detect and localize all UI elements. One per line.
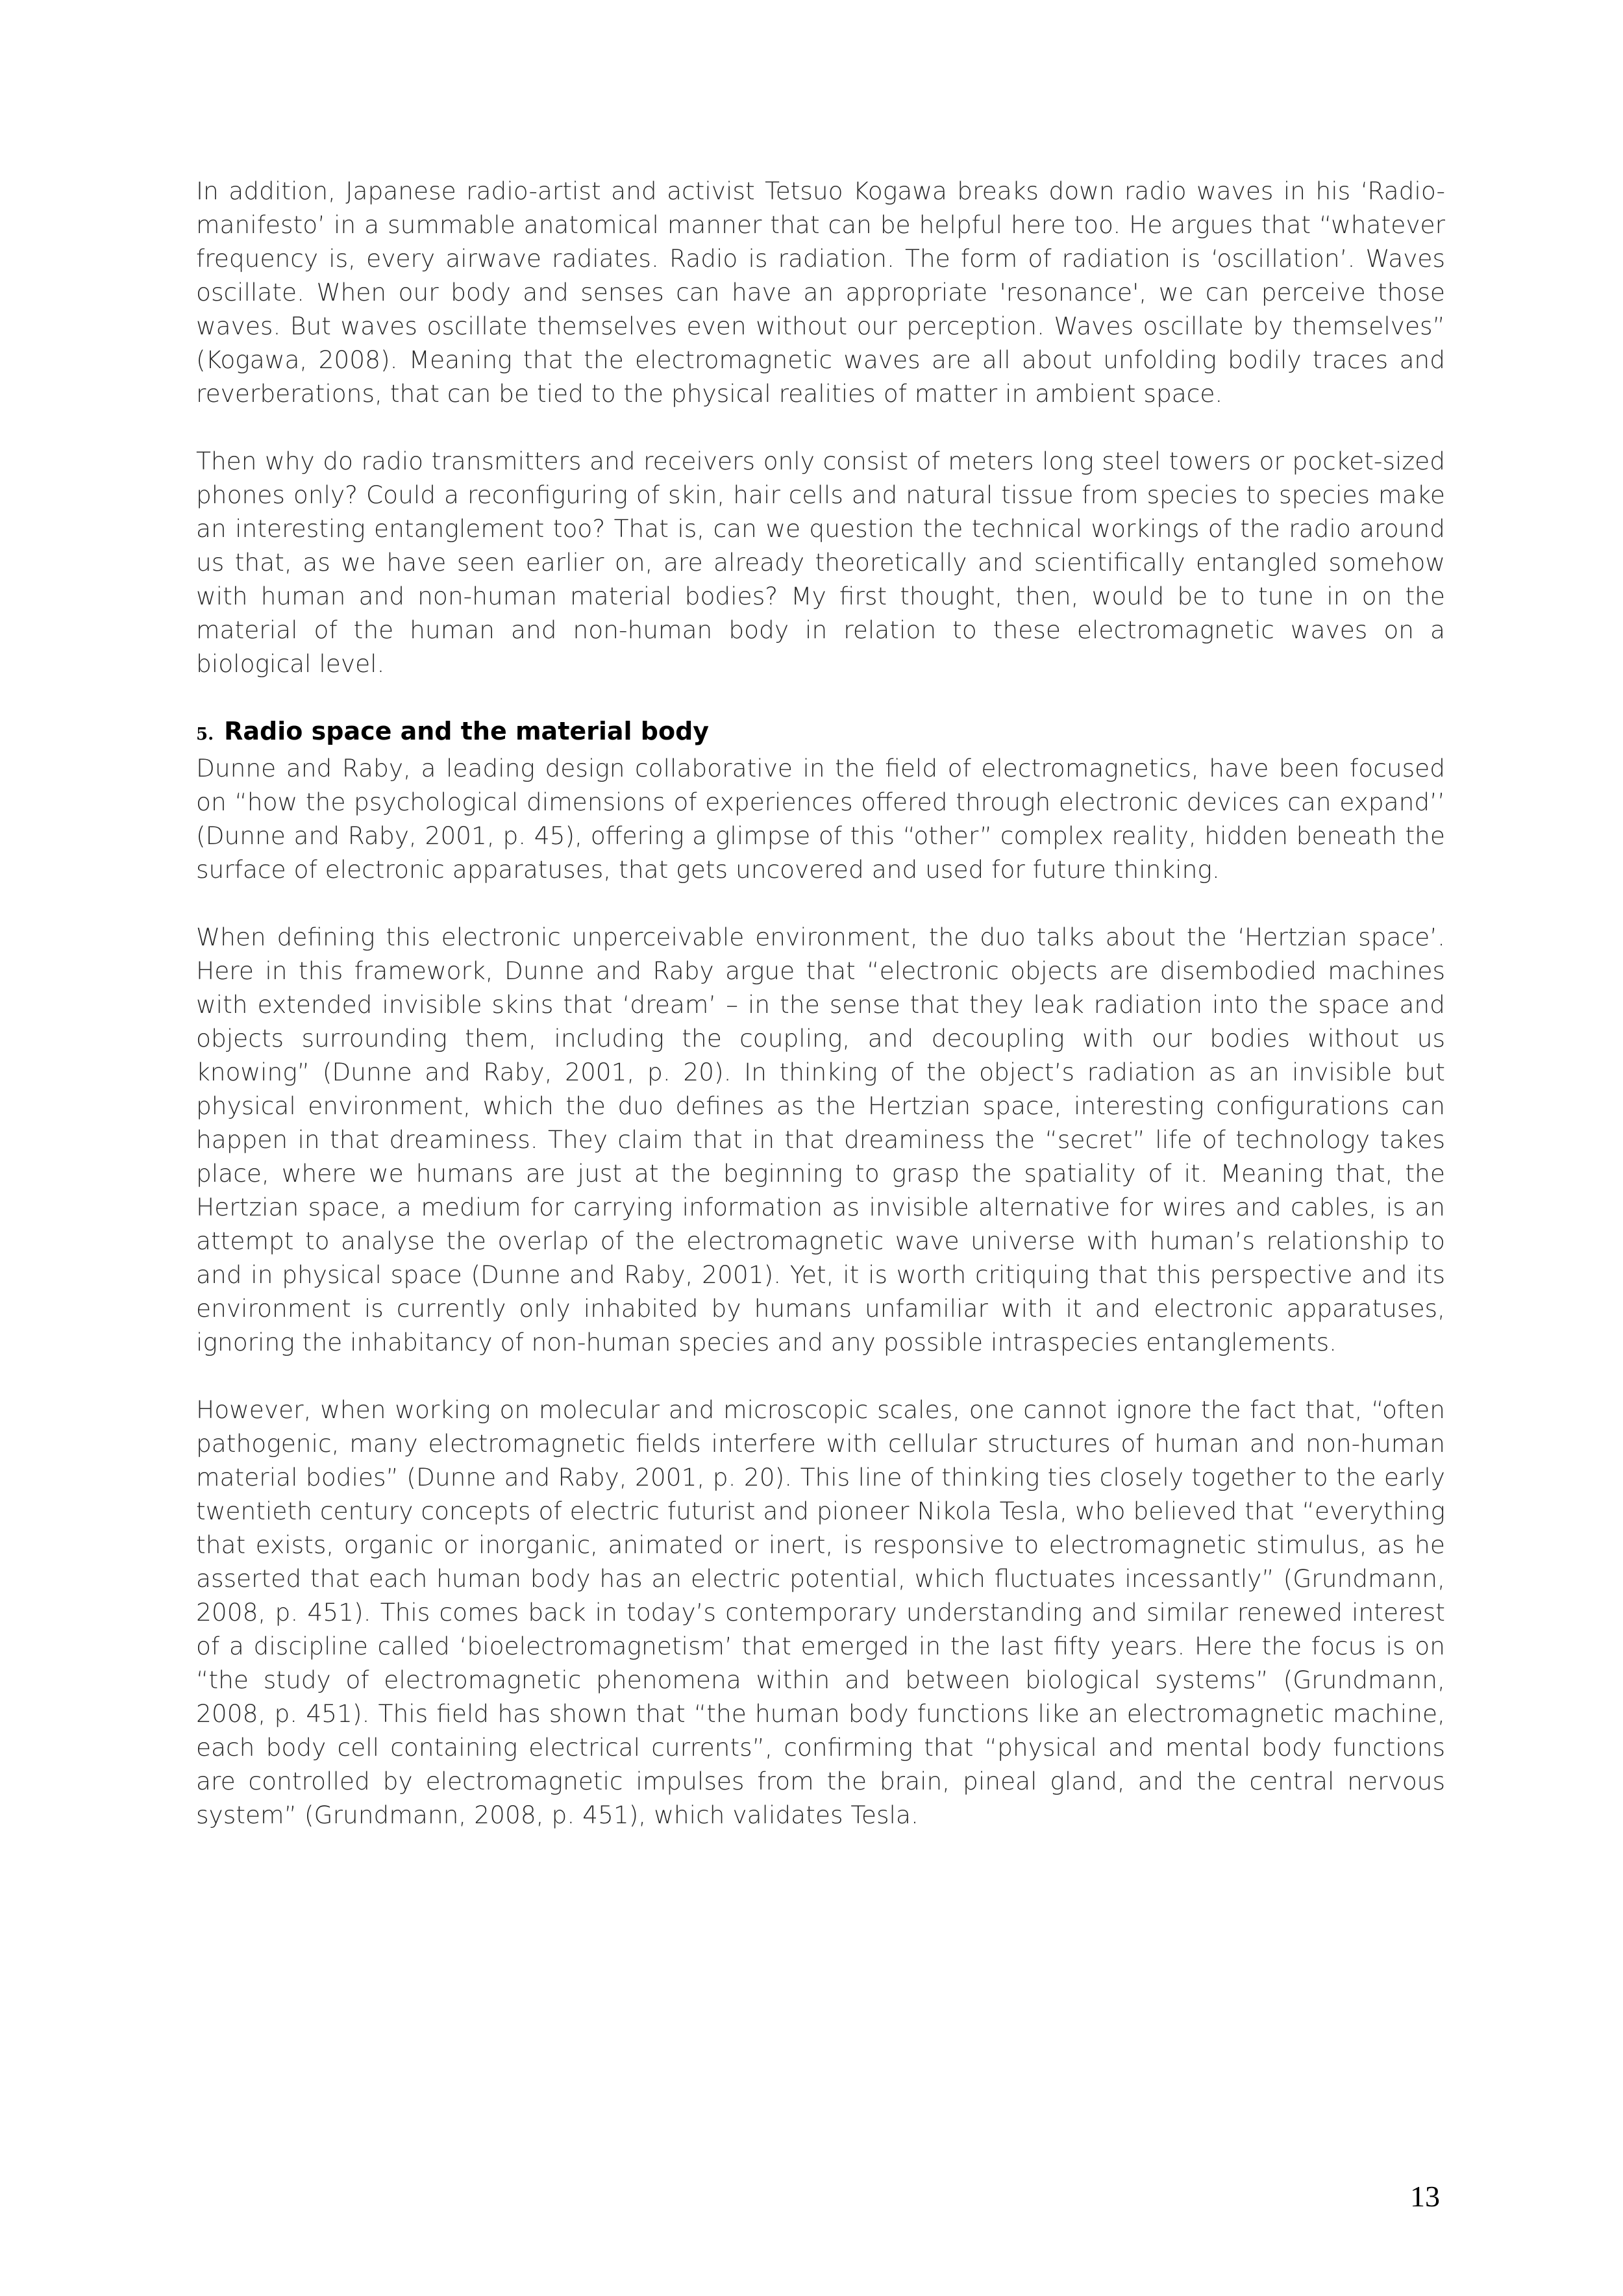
paragraph-hertzian-space: When defining this electronic unperceivable environment, the duo talks about the ‘Hertzian space’. Here in this framework, Dunne and Raby argue that “electronic objects are disembodied machines with extended invisible skins that ‘dream’ – in the sense that they leak radiation into the space and objects surrounding them, including the coupling, and decoupling with our bodies without us knowing” (Dunne and Raby, 2001, p. 20). In thinking of the object’s radiation as an invisible but physical environment, which the duo defines as the Hertzian space, interesting configurations can happen in that dreaminess. They claim that in that dreaminess the “secret” life of technology takes place, where we humans are just at the beginning to grasp the spatiality of it. Meaning that, the Hertzian space, a medium for carrying information as invisible alternative for wires and cables, is an attempt to analyse the overlap of the electromagnetic wave universe with human’s relationship to and in physical space (Dunne and Raby, 2001). Yet, it is worth critiquing that this perspective and its environment is currently only inhabited by humans unfamiliar with it and electronic apparatuses, ignoring the inhabitancy of non-human species and any possible intraspecies entanglements. — [196, 923, 1445, 1356]
document-page — [196, 174, 1445, 1866]
section-title: Radio space and the material body — [224, 717, 710, 745]
paragraph-radio-transmitters: Then why do radio transmitters and receivers only consist of meters long steel towers or pocket-sized phones only? Could a reconfiguring of skin, hair cells and natural tissue from species to species make an interesting entanglement too? That is, can we question the technical workings of the radio around us that, as we have seen earlier on, are already theoretically and scientifically entangled somehow with human and non-human material bodies? My first thought, then, would be to tune in on the material of the human and non-human body in relation to these electromagnetic waves on a biological level. — [196, 447, 1445, 678]
paragraph-kogawa: In addition, Japanese radio-artist and activist Tetsuo Kogawa breaks down radio waves in his ‘Radio-manifesto’ in a summable anatomical manner that can be helpful here too. He argues that “whatever frequency is, every airwave radiates. Radio is radiation. The form of radiation is ‘oscillation’. Waves oscillate. When our body and senses can have an appropriate 'resonance', we can perceive those waves. But waves oscillate themselves even without our perception. Waves oscillate by themselves” (Kogawa, 2008). Meaning that the electromagnetic waves are all about unfolding bodily traces and reverberations, that can be tied to the physical realities of matter in ambient space. — [196, 177, 1445, 408]
section-number: 5. — [196, 725, 214, 744]
section-heading — [196, 714, 1445, 751]
paragraph-dunne-raby: Dunne and Raby, a leading design collaborative in the field of electromagnetics, have been focused on “how the psychological dimensions of experiences offered through electronic devices can expand’’ (Dunne and Raby, 2001, p. 45), offering a glimpse of this “other” complex reality, hidden beneath the surface of electronic apparatuses, that gets uncovered and used for future thinking. — [196, 754, 1445, 884]
page-number: 13 — [1410, 2180, 1440, 2213]
paragraph-bioelectromagnetism: However, when working on molecular and microscopic scales, one cannot ignore the fact that, “often pathogenic, many electromagnetic fields interfere with cellular structures of human and non-human material bodies” (Dunne and Raby, 2001, p. 20). This line of thinking ties closely together to the early twentieth century concepts of electric futurist and pioneer Nikola Tesla, who believed that “everything that exists, organic or inorganic, animated or inert, is responsive to electromagnetic stimulus, as he asserted that each human body has an electric potential, which fluctuates incessantly” (Grundmann, 2008, p. 451). This comes back in today’s contemporary understanding and similar renewed interest of a discipline called ‘bioelectromagnetism’ that emerged in the last fifty years. Here the focus is on “the study of electromagnetic phenomena within and between biological systems” (Grundmann, 2008, p. 451). This field has shown that “the human body functions like an electromagnetic machine, each body cell containing electrical currents”, confirming that “physical and mental body functions are controlled by electromagnetic impulses from the brain, pineal gland, and the central nervous system” (Grundmann, 2008, p. 451), which validates Tesla. — [196, 1395, 1445, 1829]
